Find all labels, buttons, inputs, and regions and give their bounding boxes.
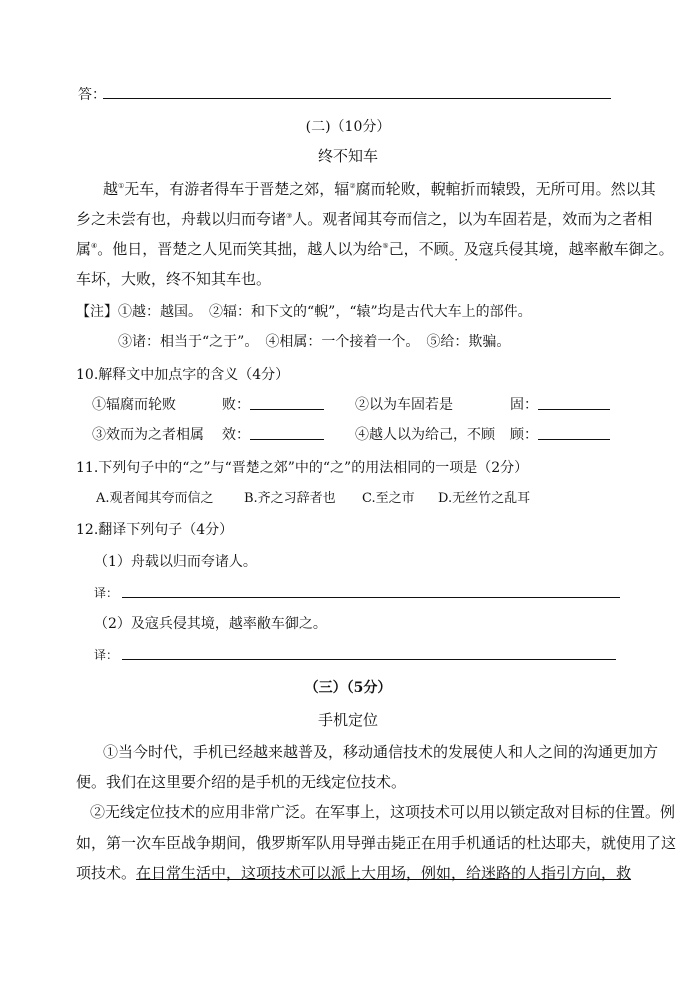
answer-label: 答： xyxy=(78,87,106,103)
q12-sentence-1: （1）舟载以归而夸诸人。 xyxy=(94,554,257,570)
q12-stem: 12.翻译下列句子（4分） xyxy=(76,522,234,538)
q11-option-b[interactable]: B.齐之习辞者也 xyxy=(244,491,336,506)
q10-item-2: ②以为车固若是 xyxy=(355,397,453,413)
q11-stem: 11.下列句子中的“之”与“晋楚之郊”中的“之”的用法相同的一项是（2分） xyxy=(76,460,529,476)
section3-title: 手机定位 xyxy=(317,711,378,729)
q10-item-4-blank[interactable] xyxy=(538,439,610,440)
q10-item-1: ①辐腐而轮败 xyxy=(92,397,176,413)
q12-yi-2: 译： xyxy=(94,648,119,662)
passage-line-4: 车坏，大败，终不知其车也。 xyxy=(76,270,272,288)
s3-para2-line1: ②无线定位技术的应用非常广泛。在军事上，这项技术可以用以锁定敌对目标的住置。例 xyxy=(90,803,676,821)
notes-line-1: 【注】①越：越国。 ②辐：和下文的“輗”，“辕”均是古代大车上的部件。 xyxy=(76,304,532,320)
q10-item-1-char: 败： xyxy=(222,397,250,413)
s3-para2-line2: 如，第一次车臣战争期间，俄罗斯军队用导弹击毙正在用手机通话的杜达耶夫，就使用了这 xyxy=(76,834,677,852)
q12-answer-blank-1[interactable] xyxy=(122,597,620,598)
underlined-sentence: 在日常生活中，这项技术可以派上大用场，例如，给迷路的人指引方向，救 xyxy=(136,864,632,882)
q10-stem: 10.解释文中加点字的含义（4分） xyxy=(76,367,290,383)
section2-title: 终不知车 xyxy=(317,147,378,165)
q12-sentence-2: （2）及寇兵侵其境，越率敝车御之。 xyxy=(94,616,327,632)
passage-line-2: 乡之未尝有也，舟载以归而夸诸③人。观者闻其夸而信之，以为车固若是，效而为之者相 xyxy=(76,210,653,228)
q12-answer-blank-2[interactable] xyxy=(122,659,616,660)
q10-item-2-char: 固： xyxy=(510,397,538,413)
q10-item-1-blank[interactable] xyxy=(250,409,324,410)
s3-para1-line2: 便。我们在这里要介绍的是手机的无线定位技术。 xyxy=(76,773,407,791)
passage-line-3: 属④。他日，晋楚之人见而笑其拙，越人以为给⑤己，不顾。 ·及寇兵侵其境，越率敝车御之。 xyxy=(76,238,674,259)
q10-item-3-blank[interactable] xyxy=(250,439,324,440)
notes-line-2: ③诸：相当于“之于”。 ④相属：一个接着一个。 ⑤给：欺骗。 xyxy=(118,334,511,350)
q11-option-c[interactable]: C.至之市 xyxy=(362,491,415,506)
q11-option-a[interactable]: A.观者闻其夸而信之 xyxy=(96,491,214,506)
q10-item-3-char: 效： xyxy=(222,427,250,443)
q10-item-2-blank[interactable] xyxy=(538,409,610,410)
q10-item-4-char: 顾： xyxy=(510,427,538,443)
s3-para2-line3: 项技术。在日常生活中，这项技术可以派上大用场，例如，给迷路的人指引方向，救 xyxy=(76,864,632,882)
q11-option-d[interactable]: D.无丝竹之乱耳 xyxy=(438,491,531,506)
q12-yi-1: 译： xyxy=(94,586,119,600)
s3-para1-line1: ①当今时代，手机已经越来越普及，移动通信技术的发展使人和人之间的沟通更加方 xyxy=(103,743,659,761)
q10-item-3: ③效而为之者相属 xyxy=(92,427,204,443)
passage-line-1: 越①无车，有游者得车于晋楚之郊，辐②腐而轮败，輗輨折而辕毁，无所可用。然以其 xyxy=(103,180,656,198)
q10-item-4: ④越人以为给己，不顾 xyxy=(355,427,495,443)
answer-blank[interactable] xyxy=(103,98,611,99)
section3-heading: （三）（5分） xyxy=(304,680,392,696)
section2-heading: (二)（10分） xyxy=(305,119,391,135)
